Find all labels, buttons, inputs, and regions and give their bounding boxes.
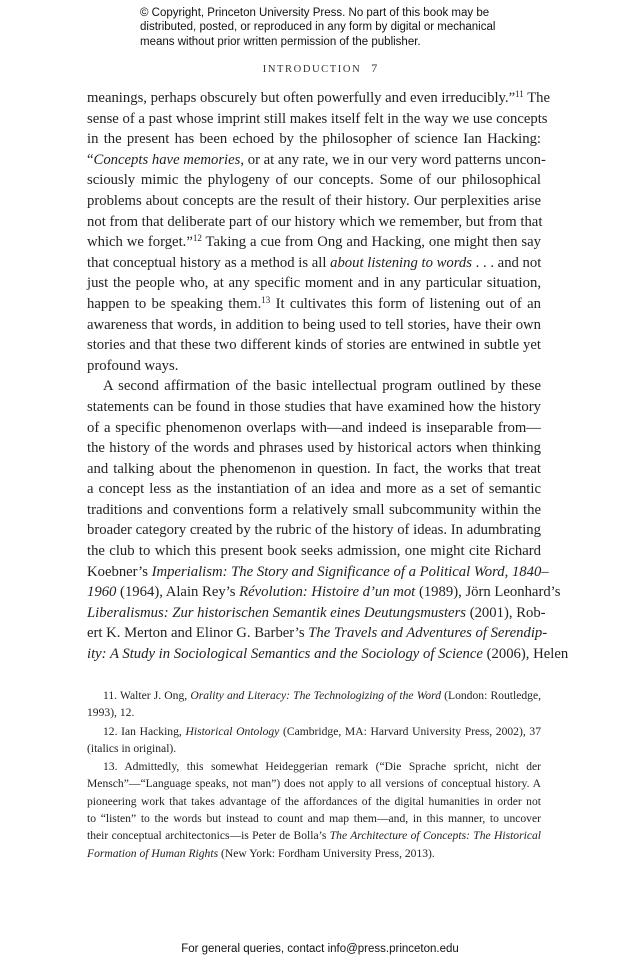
text-line	[87, 88, 551, 109]
text-line	[87, 644, 569, 665]
text-run: 12. Ian Hacking,	[103, 724, 186, 738]
text-run: meanings, perhaps obscurely but often powerfully and even irreducibly.”	[87, 90, 516, 106]
text-run: that conceptual history as a method is all	[87, 254, 331, 271]
text-run: (Cambridge, MA: Harvard University Press, 2002), 37	[279, 724, 541, 738]
footnote-line: 13. Admittedly, this somewhat Heideggerian remark (“Die Sprache spricht, nicht der	[103, 760, 541, 774]
footnote-line: Mensch”—“Language speaks, not man”) does not apply to all versions of conceptual history. A	[87, 777, 541, 791]
text-run: . . . and not	[471, 254, 542, 271]
footnote-line: 1993), 12.	[87, 706, 135, 720]
text-run: 11. Walter J. Ong,	[103, 689, 191, 702]
text-run: (2006), Helen	[482, 646, 569, 663]
text-run: which we forget.”	[87, 234, 193, 251]
italic-run: Concepts have memories	[93, 151, 241, 168]
text-line	[87, 253, 541, 274]
running-head-title: INTRODUCTION	[262, 64, 362, 75]
copyright-line: means without prior written permission of the publisher.	[140, 35, 421, 48]
text-run: The	[523, 90, 551, 106]
footnote-line	[87, 845, 541, 862]
text-line: of a specific phenomenon overlaps with—and indeed is inseparable from—	[87, 419, 541, 436]
footnote-line	[87, 723, 541, 740]
text-line	[87, 623, 548, 644]
text-line	[87, 294, 541, 315]
text-line: sense of a past whose imprint still makes itself felt in the way we use concepts	[87, 110, 548, 127]
italic-run: 1960	[87, 584, 117, 601]
footnote-line: to “listen” to the words but instead to count and map them—and, in this manner, to uncover	[87, 812, 541, 826]
text-run: Taking a cue from Ong and Hacking, one might then say	[201, 234, 541, 251]
italic-run: about listening to words	[330, 254, 472, 271]
text-line: the history of the words and phrases used by historical actors when thinking	[87, 440, 541, 457]
text-run: “	[87, 151, 94, 168]
text-run: Koebner’s	[87, 563, 152, 580]
italic-run: The Architecture of Concepts: The Historical	[329, 829, 542, 843]
footnote-line: (italics in original).	[87, 741, 177, 755]
italic-run: The Travels and Adventures of Serendip-	[308, 625, 548, 642]
text-line: problems about concepts are the result of their history. Our perplexities arise	[87, 192, 541, 209]
text-line: a concept less as the instantiation of an idea and more as a set of semantic	[87, 481, 541, 498]
text-run: (2001), Rob-	[466, 604, 546, 621]
running-head	[0, 61, 640, 76]
text-line: A second affirmation of the basic intellectual program outlined by these	[103, 378, 541, 395]
text-line	[87, 150, 546, 171]
text-line: just the people who, at any specific moment and in any particular situation,	[87, 275, 541, 292]
paragraph-2	[87, 376, 569, 664]
italic-run: Révolution: Histoire d’un mot	[239, 584, 416, 601]
footnote-11	[87, 687, 541, 722]
footnote-13	[87, 758, 541, 862]
copyright-line: © Copyright, Princeton University Press. No part of this book may be	[140, 7, 490, 19]
text-run: ert K. Merton and Elinor G. Barber’s	[87, 625, 309, 642]
italic-run: Imperialism: The Story and Significance of a Political Word, 1840–	[151, 563, 549, 580]
footnotes	[87, 687, 541, 863]
text-run: happen to be speaking them.	[87, 295, 262, 312]
text-line: in the present has been echoed by the philosopher of science Ian Hacking:	[87, 131, 541, 148]
text-run: (London: Routledge,	[441, 689, 541, 702]
italic-run: Liberalismus: Zur historischen Semantik eines Deutungsmusters	[87, 604, 467, 621]
text-run: (1964), Alain Rey’s	[116, 584, 240, 601]
footnote-line	[87, 827, 541, 844]
text-line: stories and that these two different kinds of stories are entwined in subtle yet	[87, 337, 541, 354]
body-text	[87, 88, 569, 665]
text-line	[87, 232, 541, 253]
text-line: not from that deliberate part of our history which we remember, but from that	[87, 213, 543, 230]
copyright-notice	[140, 6, 540, 49]
text-line: traditions and conventions form a relatively small subcommunity within the	[87, 501, 541, 518]
text-line: and talking about the phenomenon in question. In fact, the works that treat	[87, 460, 541, 477]
italic-run: Orality and Literacy: The Technologizing of the Word	[190, 689, 441, 702]
text-run: (New York: Fordham University Press, 2013).	[218, 846, 435, 860]
footnote-12	[87, 723, 541, 758]
footnote-ref-11: 11	[515, 89, 524, 99]
page-number: 7	[371, 61, 378, 75]
italic-run: ity: A Study in Sociological Semantics and the Sociology of Science	[87, 646, 483, 663]
text-run: It cultivates this form of listening out of an	[270, 295, 541, 312]
text-run: , or at any rate, we in our very word patterns uncon-	[240, 151, 546, 168]
text-line	[87, 562, 549, 583]
footer-contact: For general queries, contact info@press.princeton.edu	[181, 943, 459, 955]
text-run: their conceptual architectonics—is Peter de Bolla’s	[87, 829, 330, 843]
text-line: broader category created by the rubric of the history of ideas. In adumbrating	[87, 522, 541, 539]
text-line: sciously mimic the phylogeny of our concepts. Some of our philosophical	[87, 172, 541, 189]
text-line: profound ways.	[87, 357, 179, 374]
text-line	[87, 582, 561, 603]
text-line: awareness that words, in addition to being used to tell stories, have their own	[87, 316, 541, 333]
copyright-line: distributed, posted, or reproduced in any form by digital or mechanical	[140, 21, 496, 34]
italic-run: Formation of Human Rights	[87, 846, 219, 860]
text-line	[87, 603, 546, 624]
footnote-line	[87, 687, 541, 704]
text-run: (1989), Jörn Leonhard’s	[415, 584, 561, 601]
italic-run: Historical Ontology	[185, 724, 280, 738]
footnote-ref-13: 13	[261, 294, 271, 305]
text-line: statements can be found in those studies that have examined how the history	[87, 398, 541, 415]
footnote-ref-12: 12	[192, 233, 202, 244]
text-line: the club to which this present book seeks admission, one might cite Richard	[87, 543, 541, 560]
paragraph-1	[87, 88, 551, 376]
footnote-line: pioneering work that takes advantage of the affordances of the digital humanities in order not	[87, 794, 541, 808]
